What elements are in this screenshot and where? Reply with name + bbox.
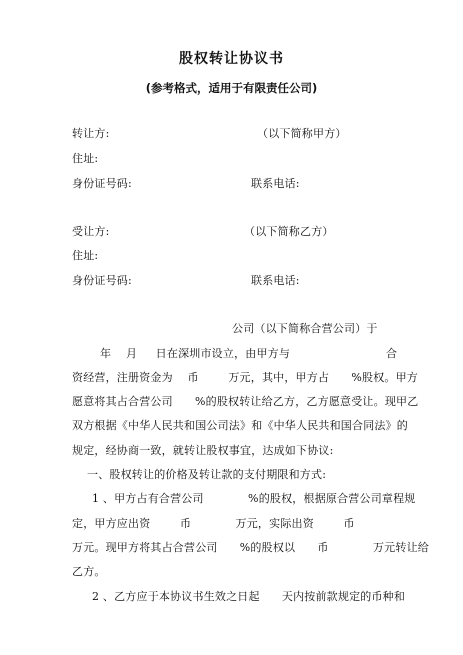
body-line: 2 、乙方应于本协议书生效之日起 天内按前款规定的币种和 xyxy=(92,590,406,603)
transferee-alias: （以下简称乙方） xyxy=(244,225,334,238)
body-line: 定，甲方应出资 币 万元，实际出资 币 xyxy=(72,517,355,530)
body-line: 愿意将其占合营公司 %的股权转让给乙方，乙方愿意受让。现甲乙 xyxy=(72,395,419,408)
body-line: 资经营，注册资金为 币 万元，其中，甲方占 %股权。甲方 xyxy=(72,371,418,384)
body-line: 年 月 日在深圳市设立，由甲方与 xyxy=(100,347,291,360)
body-line: 合 xyxy=(386,347,398,360)
transferor-alias: （以下简称甲方） xyxy=(257,127,347,140)
transferor-phone-label: 联系电话: xyxy=(251,177,300,190)
transferor-id-label: 身份证号码: xyxy=(72,177,132,190)
transferee-id-label: 身份证号码: xyxy=(72,274,132,287)
body-line: 1 、甲方占有合营公司 %的股权，根据原合营公司章程规 xyxy=(92,492,416,505)
body-line: 双方根据《中华人民共和国公司法》和《中华人民共和国合同法》的 xyxy=(72,419,408,432)
transferor-label: 转让方: xyxy=(72,127,110,140)
transferee-label: 受让方: xyxy=(72,225,110,238)
body-line: 规定，经协商一致，就转让股权事宜，达成如下协议: xyxy=(72,444,334,457)
body-line: 万元。现甲方将其占合营公司 %的股权以 币 万元转让给 xyxy=(72,541,429,554)
body-line: 公司（以下简称合营公司）于 xyxy=(232,322,378,335)
transferor-address-label: 住址: xyxy=(72,152,99,165)
document-subtitle: (参考格式，适用于有限责任公司) xyxy=(145,81,318,95)
document-title: 股权转让协议书 xyxy=(179,51,284,67)
transferee-address-label: 住址: xyxy=(72,249,99,262)
body-line: 乙方。 xyxy=(72,565,106,578)
transferee-phone-label: 联系电话: xyxy=(251,274,300,287)
section-heading: 一、股权转让的价格及转让款的支付期限和方式: xyxy=(87,468,327,481)
